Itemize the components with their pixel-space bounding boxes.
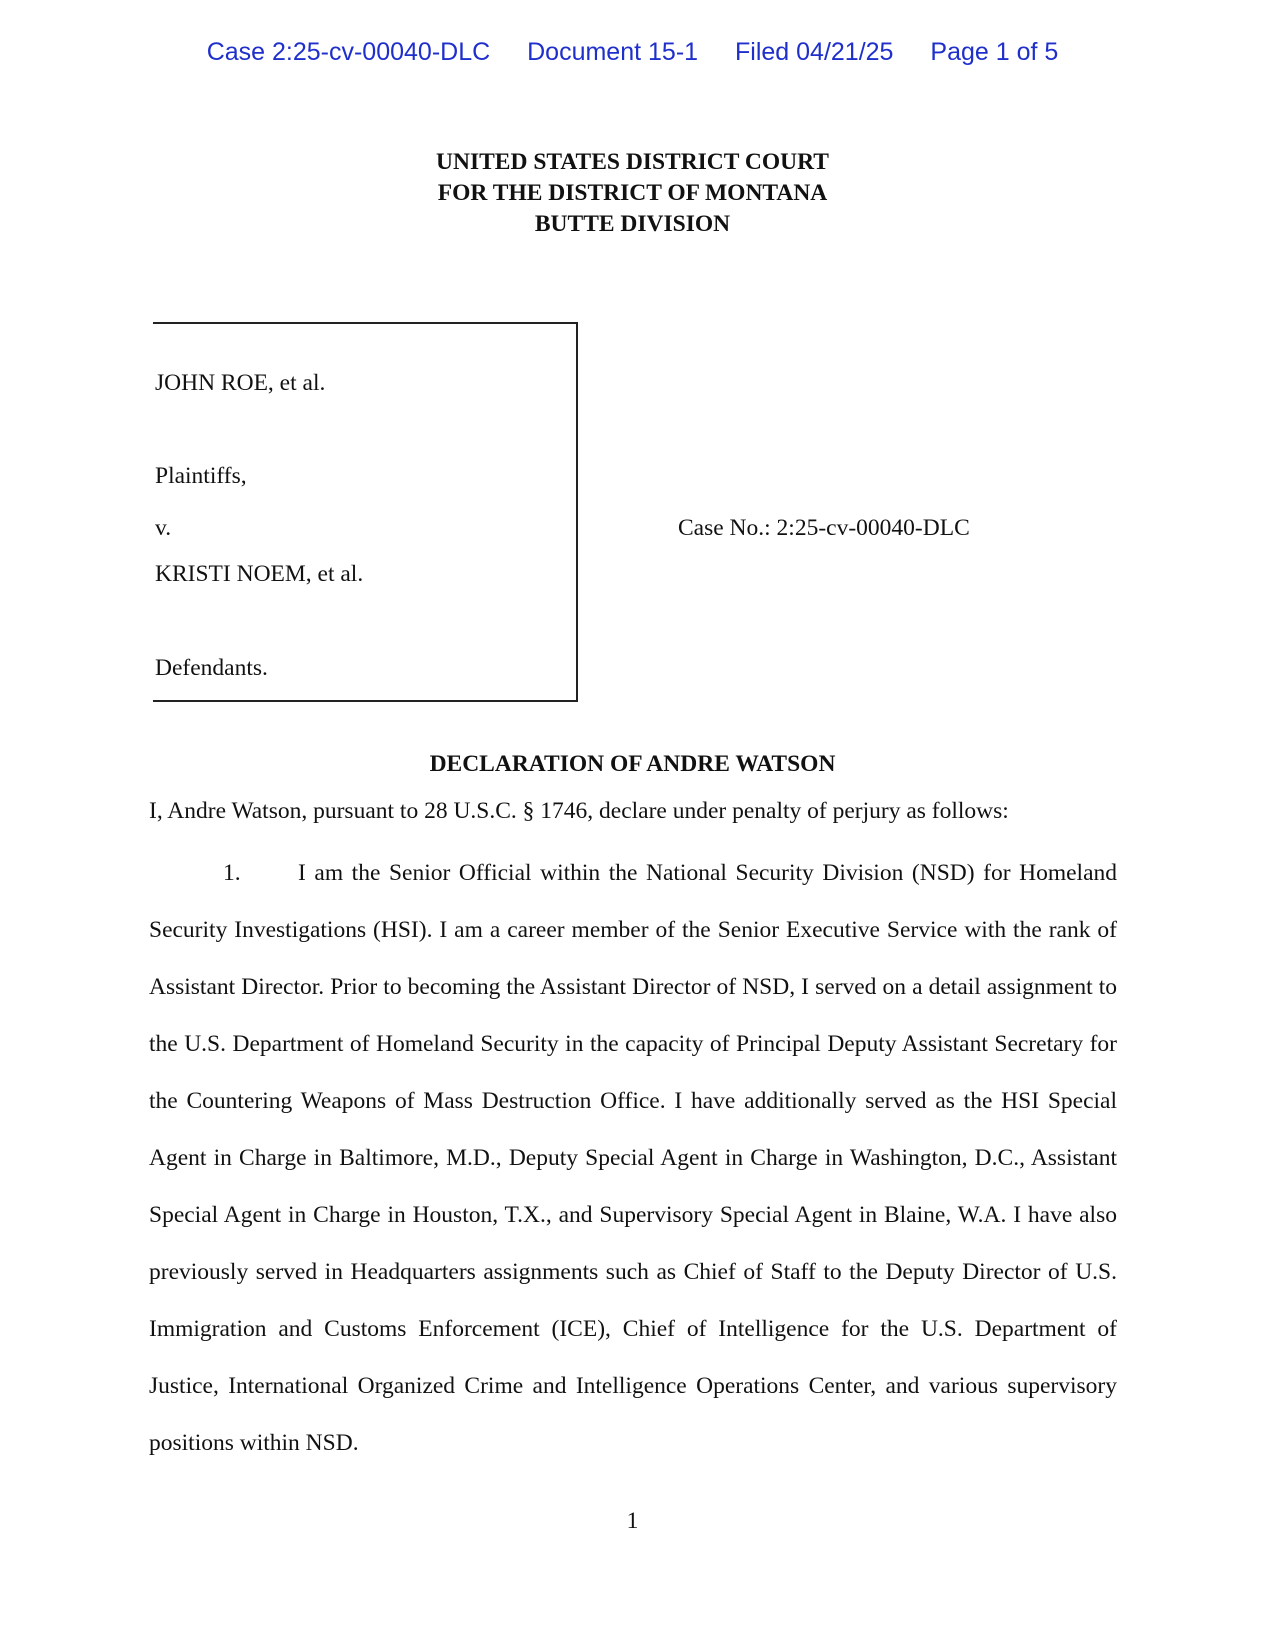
paragraph-text: I am the Senior Official within the National Security Division (NSD) for Homeland Security Investigations (HSI). I am a career member of the Senior Executive Service with the rank of Assistant Director. Prior to becoming the Assistant Director of NSD, I served on a detail assignment to the U.S. Department of Homeland Security in the capacity of Principal Deputy Assistant Secretary for the Countering Weapons of Mass Destruction Office. I have additionally served as the HSI Special Agent in Charge in Baltimore, M.D., Deputy Special Agent in Charge in Washington, D.C., Assistant Special Agent in Charge in Houston, T.X., and Supervisory Special Agent in Blaine, W.A. I have also previously served in Headquarters assignments such as Chief of Staff to the Deputy Director of U.S. Immigration and Customs Enforcement (ICE), Chief of Intelligence for the U.S. Department of Justice, International Organized Crime and Intelligence Operations Center, and various supervisory positions within NSD.: [149, 860, 1117, 1456]
stamp-filed-date: Filed 04/21/25: [735, 38, 894, 66]
court-name: UNITED STATES DISTRICT COURT: [436, 149, 829, 175]
page-number: 1: [626, 1508, 639, 1534]
declaration-intro: I, Andre Watson, pursuant to 28 U.S.C. § 1746, declare under penalty of perjury as follows:: [149, 798, 1009, 824]
stamp-case-number: Case 2:25-cv-00040-DLC: [206, 38, 491, 66]
stamp-document-number: Document 15-1: [527, 38, 699, 66]
versus-label: v.: [155, 515, 172, 541]
case-number: Case No.: 2:25-cv-00040-DLC: [678, 515, 970, 541]
stamp-page-count: Page 1 of 5: [930, 38, 1059, 66]
court-division: BUTTE DIVISION: [534, 211, 731, 237]
plaintiff-name: JOHN ROE, et al.: [155, 370, 326, 396]
court-heading: [0, 147, 1265, 240]
plaintiffs-label: Plaintiffs,: [155, 463, 247, 489]
defendant-name: KRISTI NOEM, et al.: [155, 561, 364, 587]
court-district: FOR THE DISTRICT OF MONTANA: [437, 180, 828, 206]
declaration-title: DECLARATION OF ANDRE WATSON: [429, 751, 836, 777]
ecf-header-stamp: [0, 38, 1265, 67]
paragraph-number: 1.: [223, 860, 241, 886]
paragraph-1: [149, 845, 1117, 1472]
defendants-label: Defendants.: [155, 655, 268, 681]
